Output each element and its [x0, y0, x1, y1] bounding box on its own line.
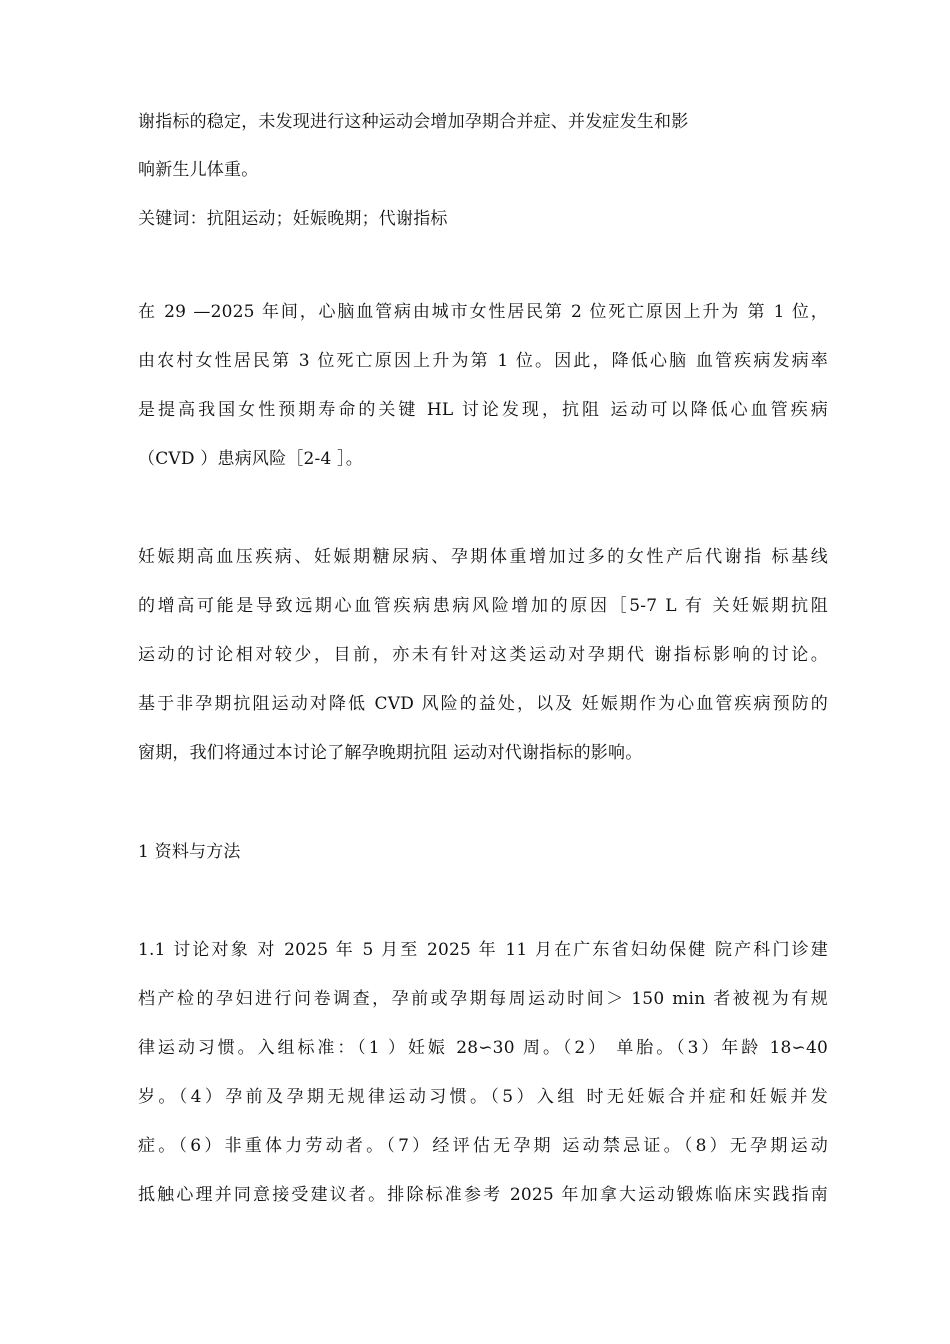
paragraph-line: 档产检的孕妇进行问卷调查，孕前或孕期每周运动时间＞ 150 min 者被视为有规: [138, 989, 828, 1009]
paragraph-line: 的增高可能是导致远期心血管疾病患病风险增加的原因［5-7 L 有 关妊娠期抗阻: [138, 596, 828, 616]
paragraph-line: 律运动习惯。入组标准：（1 ）妊娠 28∽30 周。（2） 单胎。（3）年龄 18∽40: [138, 1038, 828, 1058]
paragraph-line: 运动的讨论相对较少，目前，亦未有针对这类运动对孕期代 谢指标影响的讨论。: [138, 645, 828, 665]
paragraph-line: 症。（6）非重体力劳动者。（7）经评估无孕期 运动禁忌证。（8）无孕期运动: [138, 1136, 828, 1156]
paragraph-line: 由农村女性居民第 3 位死亡原因上升为第 1 位。因此，降低心脑 血管疾病发病率: [138, 351, 828, 371]
paragraph-line: 是提高我国女性预期寿命的关键 HL 讨论发现，抗阻 运动可以降低心血管疾病: [138, 400, 828, 420]
paragraph-line: 岁。（4）孕前及孕期无规律运动习惯。（5）入组 时无妊娠合并症和妊娠并发: [138, 1087, 828, 1107]
paragraph-line: 1.1 讨论对象 对 2025 年 5 月至 2025 年 11 月在广东省妇幼保健 院产科门诊建: [138, 940, 828, 960]
continuation-line: 响新生儿体重。: [138, 160, 259, 180]
paragraph-line: 基于非孕期抗阻运动对降低 CVD 风险的益处，以及 妊娠期作为心血管疾病预防的: [138, 694, 828, 714]
paragraph-line: 窗期，我们将通过本讨论了解孕晚期抗阻 运动对代谢指标的影响。: [138, 743, 643, 763]
paragraph-line: 妊娠期高血压疾病、妊娠期糖尿病、孕期体重增加过多的女性产后代谢指 标基线: [138, 547, 828, 567]
paragraph-line: （CVD ）患病风险［2-4 ］。: [138, 449, 363, 469]
continuation-line: 谢指标的稳定，未发现进行这种运动会增加孕期合并症、并发症发生和影: [138, 112, 689, 132]
section-heading: 1 资料与方法: [138, 842, 241, 862]
paragraph-line: 抵触心理并同意接受建议者。排除标准参考 2025 年加拿大运动锻炼临床实践指南: [138, 1185, 828, 1205]
keywords-line: 关键词：抗阻运动；妊娠晚期；代谢指标: [138, 209, 448, 229]
paragraph-line: 在 29 —2025 年间，心脑血管病由城市女性居民第 2 位死亡原因上升为 第 1 位，: [138, 302, 828, 322]
